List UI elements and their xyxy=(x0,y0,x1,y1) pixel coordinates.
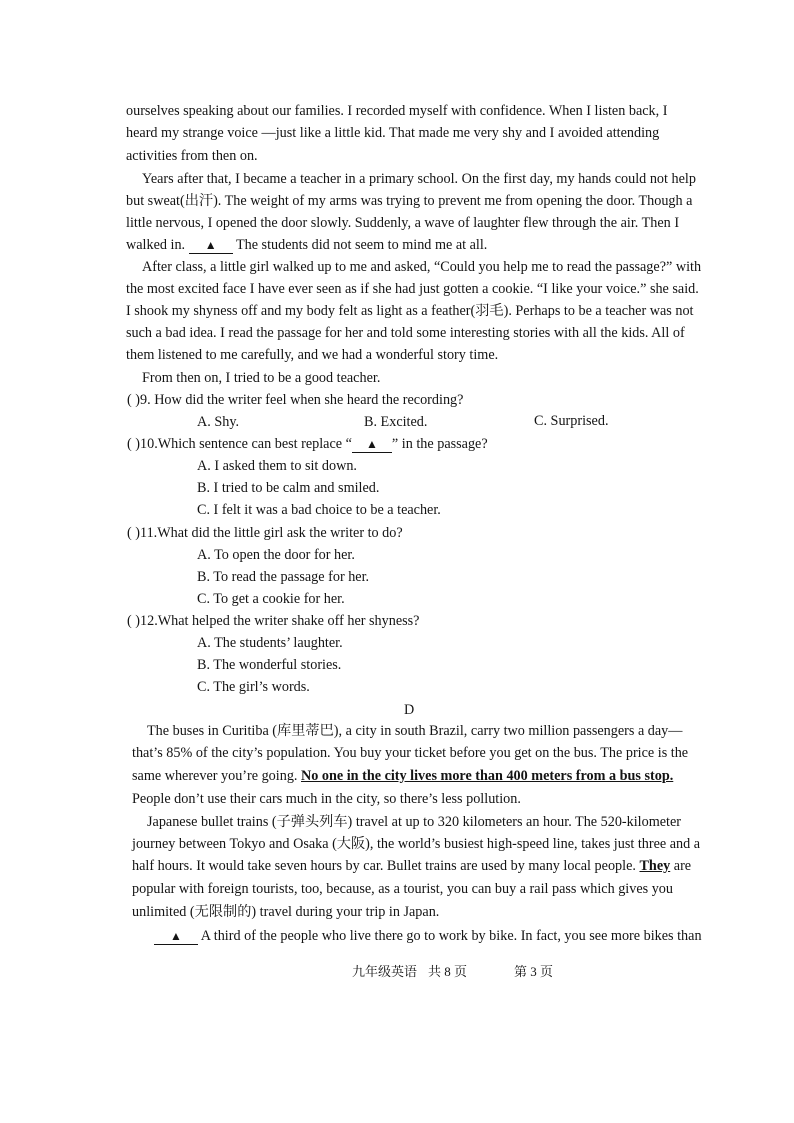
question-stem: 11.What did the little girl ask the writer to do? xyxy=(140,525,403,541)
passage-text: A third of the people who live there go to work by bike. In fact, you see more bikes than xyxy=(200,928,702,944)
passage-text: The students did not seem to mind me at all. xyxy=(235,237,488,253)
passage-text: half hours. It would take seven hours by car. Bullet trains are used by many local people. xyxy=(132,858,640,874)
option-a: A. To open the door for her. xyxy=(197,547,355,563)
answer-bracket[interactable]: ( ) xyxy=(127,436,140,452)
passage-line: such a bad idea. I read the passage for her and told some interesting stories with all the kids. All of xyxy=(126,325,685,341)
answer-bracket[interactable]: ( ) xyxy=(127,392,140,408)
option-b: B. To read the passage for her. xyxy=(197,569,370,585)
footer-page-number: 第 3 页 xyxy=(514,964,554,979)
underlined-sentence: No one in the city lives more than 400 meters from a bus stop. xyxy=(301,768,674,784)
option-c: C. Surprised. xyxy=(534,413,609,429)
passage-line: unlimited (无限制的) travel during your trip in Japan. xyxy=(132,904,440,920)
passage-line: People don’t use their cars much in the city, so there’s less pollution. xyxy=(132,791,521,807)
passage-line: popular with foreign tourists, too, because, as a tourist, you can buy a rail pass which gives you xyxy=(132,881,673,897)
question-9 xyxy=(127,391,463,409)
question-stem: 12.What helped the writer shake off her shyness? xyxy=(140,613,420,629)
answer-bracket[interactable]: ( ) xyxy=(127,613,140,629)
passage-line: I shook my shyness off and my body felt as light as a feather(羽毛). Perhaps to be a teacher was not xyxy=(126,303,694,319)
passage-text: walked in. xyxy=(126,237,186,253)
passage-text: are xyxy=(670,858,692,874)
answer-blank: ▲ xyxy=(189,238,233,254)
passage-line: activities from then on. xyxy=(126,148,258,164)
option-a: A. I asked them to sit down. xyxy=(197,458,357,474)
passage-line: them listened to me carefully, and we had a wonderful story time. xyxy=(126,347,499,363)
underlined-word: They xyxy=(639,858,671,874)
passage-line: Years after that, I became a teacher in a primary school. On the first day, my hands could not help xyxy=(142,171,696,187)
passage-line: the most excited face I have ever seen as if she had just gotten a cookie. “I like your voice.” she said. xyxy=(126,281,699,297)
question-12 xyxy=(127,612,419,630)
section-heading: D xyxy=(404,702,415,718)
passage-line xyxy=(132,767,673,785)
footer-total-pages: 共 8 页 xyxy=(428,964,468,979)
passage-line: The buses in Curitiba (库里蒂巴), a city in south Brazil, carry two million passengers a day— xyxy=(147,723,683,739)
option-b: B. I tried to be calm and smiled. xyxy=(197,480,380,496)
passage-line: but sweat(出汗). The weight of my arms was trying to prevent me from opening the door. Though a xyxy=(126,193,693,209)
passage-text: same wherever you’re going. xyxy=(132,768,302,784)
passage-line: After class, a little girl walked up to me and asked, “Could you help me to read the passage?” with xyxy=(142,259,702,275)
passage-line: journey between Tokyo and Osaka (大阪), the world’s busiest high-speed line, takes just three and a xyxy=(132,836,701,852)
passage-line xyxy=(132,857,691,875)
passage-line: that’s 85% of the city’s population. You buy your ticket before you get on the bus. The price is the xyxy=(132,745,689,761)
passage-line: Japanese bullet trains (子弹头列车) travel at up to 320 kilometers an hour. The 520-kilometer xyxy=(147,814,682,830)
answer-bracket[interactable]: ( ) xyxy=(127,525,140,541)
passage-line-with-blank xyxy=(126,236,487,254)
passage-line: little nervous, I opened the door slowly. Suddenly, a wave of laughter flew through the air. Then I xyxy=(126,215,680,231)
passage-line: heard my strange voice —just like a little kid. That made me very shy and I avoided attending xyxy=(126,125,660,141)
question-stem: 9. How did the writer feel when she heard the recording? xyxy=(140,392,464,408)
option-b: B. Excited. xyxy=(364,414,428,430)
option-a: A. Shy. xyxy=(197,414,240,430)
option-c: C. The girl’s words. xyxy=(197,679,310,695)
passage-line-with-blank xyxy=(154,927,702,945)
option-b: B. The wonderful stories. xyxy=(197,657,342,673)
question-stem: ” in the passage? xyxy=(391,436,488,452)
question-11 xyxy=(127,524,403,542)
option-c: C. I felt it was a bad choice to be a teacher. xyxy=(197,502,441,518)
answer-blank: ▲ xyxy=(352,437,392,453)
passage-line: ourselves speaking about our families. I recorded myself with confidence. When I listen back, I xyxy=(126,103,668,119)
option-c: C. To get a cookie for her. xyxy=(197,591,345,607)
passage-line: From then on, I tried to be a good teacher. xyxy=(142,370,381,386)
option-a: A. The students’ laughter. xyxy=(197,635,343,651)
question-10 xyxy=(127,435,488,453)
footer-subject: 九年级英语 xyxy=(352,964,418,979)
answer-blank: ▲ xyxy=(154,929,198,945)
question-stem: 10.Which sentence can best replace “ xyxy=(140,436,352,452)
